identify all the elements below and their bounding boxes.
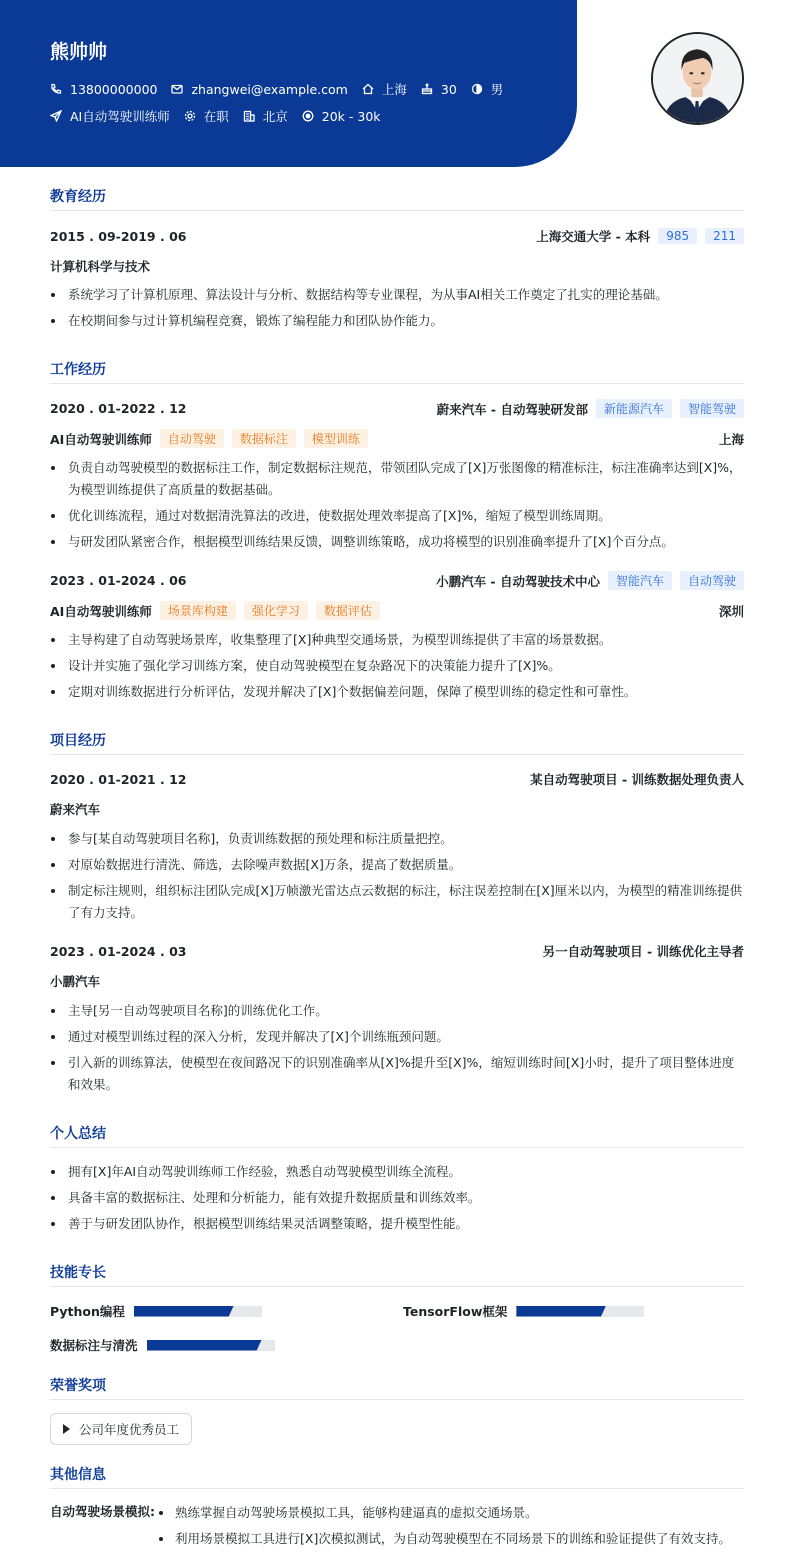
mail-icon [171, 83, 183, 95]
project-company-row [50, 800, 744, 818]
education-major: 计算机科学与技术 [50, 259, 151, 274]
work-bullet: 定期对训练数据进行分析评估，发现并解决了[X]个数据偏差问题，保障了模型训练的稳定性和可靠性。 [50, 681, 744, 703]
resume-header [0, 0, 577, 167]
work-location: 深圳 [718, 603, 744, 619]
skill-name: Python编程 [50, 1304, 125, 1319]
send-icon [50, 110, 62, 122]
skill-level-bar [134, 1306, 262, 1317]
work-role-row [50, 429, 744, 448]
company-group [437, 399, 744, 418]
work-bullet: 主导构建了自动驾驶场景库，收集整理了[X]种典型交通场景，为模型训练提供了丰富的场景数据。 [50, 629, 744, 651]
awards-section-title: 荣誉奖项 [50, 1375, 744, 1400]
contact-row [50, 80, 517, 98]
education-bullet: 系统学习了计算机原理、算法设计与分析、数据结构等专业课程，为从事AI相关工作奠定了扎实的理论基础。 [50, 284, 744, 306]
role-tag: 数据标注 [232, 429, 296, 448]
role-title: AI自动驾驶训练师 [50, 431, 152, 447]
age-text: 30 [440, 81, 457, 97]
education-bullet: 在校期间参与过计算机编程竞赛，锻炼了编程能力和团队协作能力。 [50, 310, 744, 332]
education-section-title: 教育经历 [50, 186, 744, 211]
city-text: 北京 [262, 109, 288, 124]
hometown-info [362, 80, 407, 98]
city-info [243, 107, 288, 125]
project-company: 小鹏汽车 [50, 974, 101, 989]
work-bullet: 优化训练流程，通过对数据清洗算法的改进，使数据处理效率提高了[X]%，缩短了模型训练周期。 [50, 505, 744, 527]
gear-icon [184, 110, 196, 122]
status-text: 在职 [203, 109, 229, 124]
age-info [421, 82, 457, 97]
project-header-row [50, 770, 744, 788]
position-info [50, 107, 170, 125]
school-tag: 985 [658, 228, 697, 244]
school-tag: 211 [705, 228, 744, 244]
status-info [184, 107, 229, 125]
summary-bullet: 拥有[X]年AI自动驾驶训练师工作经验，熟悉自动驾驶模型训练全流程。 [50, 1161, 744, 1183]
role-group [50, 429, 368, 448]
company-tag: 智能驾驶 [680, 399, 744, 418]
project-bullet: 对原始数据进行清洗、筛选，去除噪声数据[X]万条，提高了数据质量。 [50, 854, 744, 876]
project-header-row [50, 942, 744, 960]
other-bullet: 熟练掌握自动驾驶场景模拟工具，能够构建逼真的虚拟交通场景。 [158, 1502, 538, 1524]
skill-name: 数据标注与清洗 [50, 1338, 138, 1353]
role-tag: 数据评估 [316, 601, 380, 620]
project-name: 另一自动驾驶项目 - 训练优化主导者 [542, 944, 744, 959]
role-tag: 强化学习 [244, 601, 308, 620]
skill-name: TensorFlow框架 [403, 1304, 508, 1319]
skills-section-title: 技能专长 [50, 1262, 744, 1287]
other-bullet: 利用场景模拟工具进行[X]次模拟测试，为自动驾驶模型在不同场景下的训练和验证提供了有效支持。 [158, 1528, 731, 1550]
summary-bullet: 具备丰富的数据标注、处理和分析能力，能有效提升数据质量和训练效率。 [50, 1187, 744, 1209]
work-header-row [50, 571, 744, 590]
company-tag: 智能汽车 [608, 571, 672, 590]
salary-info [302, 109, 381, 124]
work-bullet: 负责自动驾驶模型的数据标注工作，制定数据标注规范，带领团队完成了[X]万张图像的精准标注，标注准确率达到[X]%，为模型训练提供了高质量的数据基础。 [50, 457, 744, 501]
email-text: zhangwei@example.com [191, 81, 348, 97]
work-bullet: 设计并实施了强化学习训练方案，使自动驾驶模型在复杂路况下的决策能力提升了[X]%。 [50, 655, 744, 677]
home-icon [362, 83, 374, 95]
company-name: 小鹏汽车 - 自动驾驶技术中心 [436, 573, 600, 589]
school-group [536, 227, 744, 245]
gender-icon [471, 83, 483, 95]
cake-icon [421, 83, 433, 95]
project-company-row [50, 972, 744, 990]
work-role-row [50, 601, 744, 620]
other-section-title: 其他信息 [50, 1464, 744, 1489]
project-bullet: 引入新的训练算法，使模型在夜间路况下的识别准确率从[X]%提升至[X]%，缩短训练时间[X]小时，提升了项目整体进度和效果。 [50, 1052, 744, 1096]
award-text: 公司年度优秀员工 [79, 1422, 180, 1437]
hometown-text: 上海 [381, 82, 407, 97]
summary-bullet: 善于与研发团队协作，根据模型训练结果灵活调整策略，提升模型性能。 [50, 1213, 744, 1235]
work-bullet: 与研发团队紧密合作，根据模型训练结果反馈，调整训练策略，成功将模型的识别准确率提升了[X]个百分点。 [50, 531, 744, 553]
project-name: 某自动驾驶项目 - 训练数据处理负责人 [530, 772, 744, 787]
work-section-title: 工作经历 [50, 359, 744, 384]
job-intent-row [50, 107, 395, 125]
skill-item [50, 1336, 275, 1354]
skill-level-fill [516, 1306, 606, 1317]
building-icon [243, 110, 255, 122]
role-title: AI自动驾驶训练师 [50, 603, 152, 619]
company-tag: 新能源汽车 [596, 399, 672, 418]
work-header-row [50, 399, 744, 418]
project-company: 蔚来汽车 [50, 802, 101, 817]
role-group [50, 601, 380, 620]
phone-info [50, 82, 157, 97]
skill-item [50, 1302, 262, 1320]
summary-section-title: 个人总结 [50, 1123, 744, 1148]
project-date: 2023 . 01-2024 . 03 [50, 943, 187, 959]
skill-level-fill [147, 1340, 262, 1351]
work-location: 上海 [718, 431, 744, 447]
avatar [651, 32, 744, 125]
position-text: AI自动驾驶训练师 [70, 109, 170, 124]
avatar-portrait [653, 34, 742, 123]
skill-level-bar [147, 1340, 275, 1351]
skill-item [403, 1302, 644, 1320]
role-tag: 模型训练 [304, 429, 368, 448]
work-date: 2023 . 01-2024 . 06 [50, 573, 187, 588]
education-major-row [50, 257, 744, 275]
role-tag: 自动驾驶 [160, 429, 224, 448]
coin-icon [302, 110, 314, 122]
skill-level-fill [134, 1306, 234, 1317]
salary-text: 20k - 30k [321, 108, 381, 124]
project-bullet: 制定标注规则，组织标注团队完成[X]万帧激光雷达点云数据的标注，标注误差控制在[X]厘米以内，为模型的精准训练提供了有力支持。 [50, 880, 744, 924]
education-header-row [50, 227, 744, 245]
gender-info [471, 80, 504, 98]
school-name: 上海交通大学 - 本科 [536, 229, 651, 244]
project-bullet: 通过对模型训练过程的深入分析，发现并解决了[X]个训练瓶颈问题。 [50, 1026, 744, 1048]
play-icon [63, 1424, 70, 1434]
candidate-name: 熊帅帅 [50, 41, 108, 63]
phone-text: 13800000000 [70, 81, 158, 97]
project-bullet: 参与[某自动驾驶项目名称]，负责训练数据的预处理和标注质量把控。 [50, 828, 744, 850]
other-label: 自动驾驶场景模拟: [50, 1504, 155, 1519]
skill-level-bar [516, 1306, 644, 1317]
company-tag: 自动驾驶 [680, 571, 744, 590]
work-date: 2020 . 01-2022 . 12 [50, 401, 187, 416]
education-date: 2015 . 09-2019 . 06 [50, 228, 187, 244]
company-name: 蔚来汽车 - 自动驾驶研发部 [436, 401, 588, 417]
company-group [436, 571, 744, 590]
email-info [171, 82, 347, 97]
gender-text: 男 [490, 82, 504, 97]
project-section-title: 项目经历 [50, 730, 744, 755]
phone-icon [50, 83, 62, 95]
award-item [50, 1413, 192, 1445]
role-tag: 场景库构建 [160, 601, 236, 620]
project-bullet: 主导[另一自动驾驶项目名称]的训练优化工作。 [50, 1000, 744, 1022]
project-date: 2020 . 01-2021 . 12 [50, 771, 187, 787]
